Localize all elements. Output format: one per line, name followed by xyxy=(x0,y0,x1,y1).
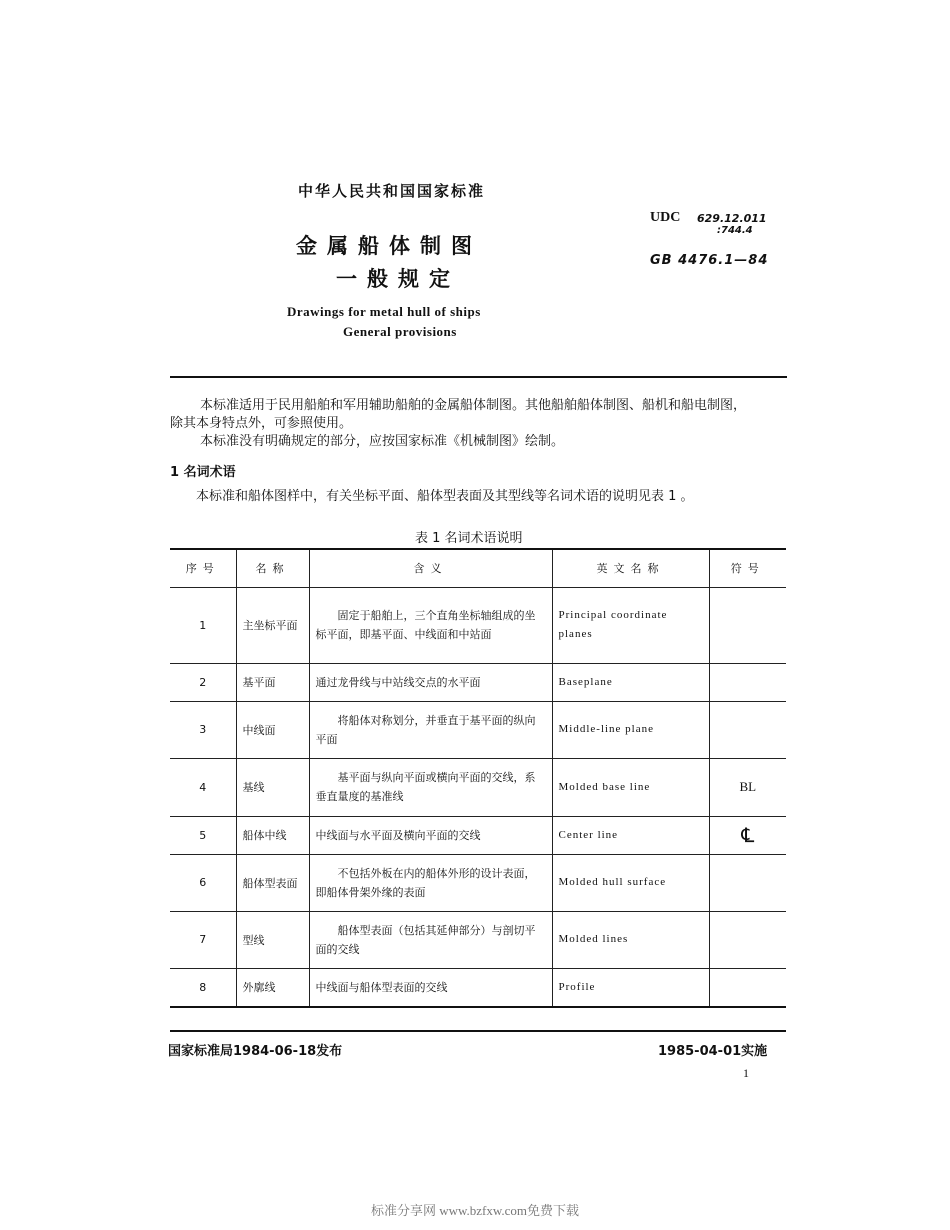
term-symbol xyxy=(709,911,786,968)
term-meaning: 中线面与水平面及横向平面的交线 xyxy=(309,816,552,854)
header-english: 英文名称 xyxy=(552,549,709,587)
terms-table xyxy=(170,548,786,1008)
table-row xyxy=(170,663,786,701)
term-meaning: 通过龙骨线与中站线交点的水平面 xyxy=(309,663,552,701)
term-name: 外廓线 xyxy=(236,968,309,1007)
english-subtitle: General provisions xyxy=(343,324,457,339)
table-row xyxy=(170,758,786,816)
row-number: 1 xyxy=(170,587,236,663)
term-english: Molded base line xyxy=(552,758,709,816)
term-english: Middle-line plane xyxy=(552,701,709,758)
udc-value: 629.12.011 xyxy=(697,212,767,225)
table-row xyxy=(170,911,786,968)
term-symbol xyxy=(709,854,786,911)
term-meaning: 不包括外板在内的船体外形的设计表面，即船体骨架外缘的表面 xyxy=(309,854,552,911)
intro-paragraph-1: 本标准适用于民用船舶和军用辅助船舶的金属船体制图。其他船舶船体制图、船机和船电制图， xyxy=(200,398,747,413)
term-symbol: BL xyxy=(709,758,786,816)
term-meaning: 基平面与纵向平面或横向平面的交线，系垂直量度的基准线 xyxy=(309,758,552,816)
gb-code: GB 4476.1—84 xyxy=(650,253,769,268)
row-number: 7 xyxy=(170,911,236,968)
top-divider xyxy=(170,376,787,378)
row-number: 3 xyxy=(170,701,236,758)
header-no: 序号 xyxy=(170,549,236,587)
table-caption: 表 1 名词术语说明 xyxy=(415,531,523,546)
table-row xyxy=(170,587,786,663)
header-symbol: 符号 xyxy=(709,549,786,587)
term-name: 船体型表面 xyxy=(236,854,309,911)
term-symbol xyxy=(709,663,786,701)
section-text: 本标准和船体图样中，有关坐标平面、船体型表面及其型线等名词术语的说明见表 1 。 xyxy=(196,489,694,504)
term-meaning: 船体型表面（包括其延伸部分）与剖切平面的交线 xyxy=(309,911,552,968)
table-row xyxy=(170,968,786,1007)
header-name: 名称 xyxy=(236,549,309,587)
row-number: 6 xyxy=(170,854,236,911)
row-number: 5 xyxy=(170,816,236,854)
term-name: 型线 xyxy=(236,911,309,968)
term-name: 主坐标平面 xyxy=(236,587,309,663)
term-symbol xyxy=(709,968,786,1007)
term-symbol xyxy=(709,587,786,663)
udc-sub-value: :744.4 xyxy=(717,225,753,236)
section-heading: 1 名词术语 xyxy=(170,465,236,480)
term-name: 基平面 xyxy=(236,663,309,701)
document-title: 金属船体制图 xyxy=(296,234,482,258)
header-meaning: 含义 xyxy=(309,549,552,587)
term-meaning: 中线面与船体型表面的交线 xyxy=(309,968,552,1007)
term-name: 中线面 xyxy=(236,701,309,758)
issue-date: 国家标准局1984-06-18发布 xyxy=(168,1044,343,1059)
term-meaning: 将船体对称划分，并垂直于基平面的纵向平面 xyxy=(309,701,552,758)
term-english: Molded hull surface xyxy=(552,854,709,911)
table-row xyxy=(170,854,786,911)
row-number: 4 xyxy=(170,758,236,816)
centerline-symbol: ℄ xyxy=(709,816,786,854)
term-name: 基线 xyxy=(236,758,309,816)
table-row xyxy=(170,816,786,854)
standard-type: 中华人民共和国国家标准 xyxy=(298,182,486,200)
term-english: Profile xyxy=(552,968,709,1007)
term-english: Principal coordinate planes xyxy=(552,587,709,663)
implementation-date: 1985-04-01实施 xyxy=(658,1044,768,1059)
english-title: Drawings for metal hull of ships xyxy=(287,304,481,319)
udc-label: UDC xyxy=(650,210,681,225)
row-number: 2 xyxy=(170,663,236,701)
site-watermark[interactable]: 标准分享网 www.bzfxw.com免费下载 xyxy=(370,1203,580,1218)
intro-paragraph-2: 本标准没有明确规定的部分，应按国家标准《机械制图》绘制。 xyxy=(200,434,565,449)
term-meaning: 固定于船舶上，三个直角坐标轴组成的坐标平面，即基平面、中线面和中站面 xyxy=(309,587,552,663)
intro-paragraph-1-cont: 除其本身特点外，可参照使用。 xyxy=(170,416,353,431)
bottom-divider xyxy=(170,1030,786,1032)
page-number: 1 xyxy=(743,1066,749,1080)
term-english: Molded lines xyxy=(552,911,709,968)
row-number: 8 xyxy=(170,968,236,1007)
term-english: Baseplane xyxy=(552,663,709,701)
document-subtitle: 一般规定 xyxy=(336,267,460,291)
term-symbol xyxy=(709,701,786,758)
term-english: Center line xyxy=(552,816,709,854)
table-row xyxy=(170,701,786,758)
table-header-row xyxy=(170,549,786,587)
term-name: 船体中线 xyxy=(236,816,309,854)
